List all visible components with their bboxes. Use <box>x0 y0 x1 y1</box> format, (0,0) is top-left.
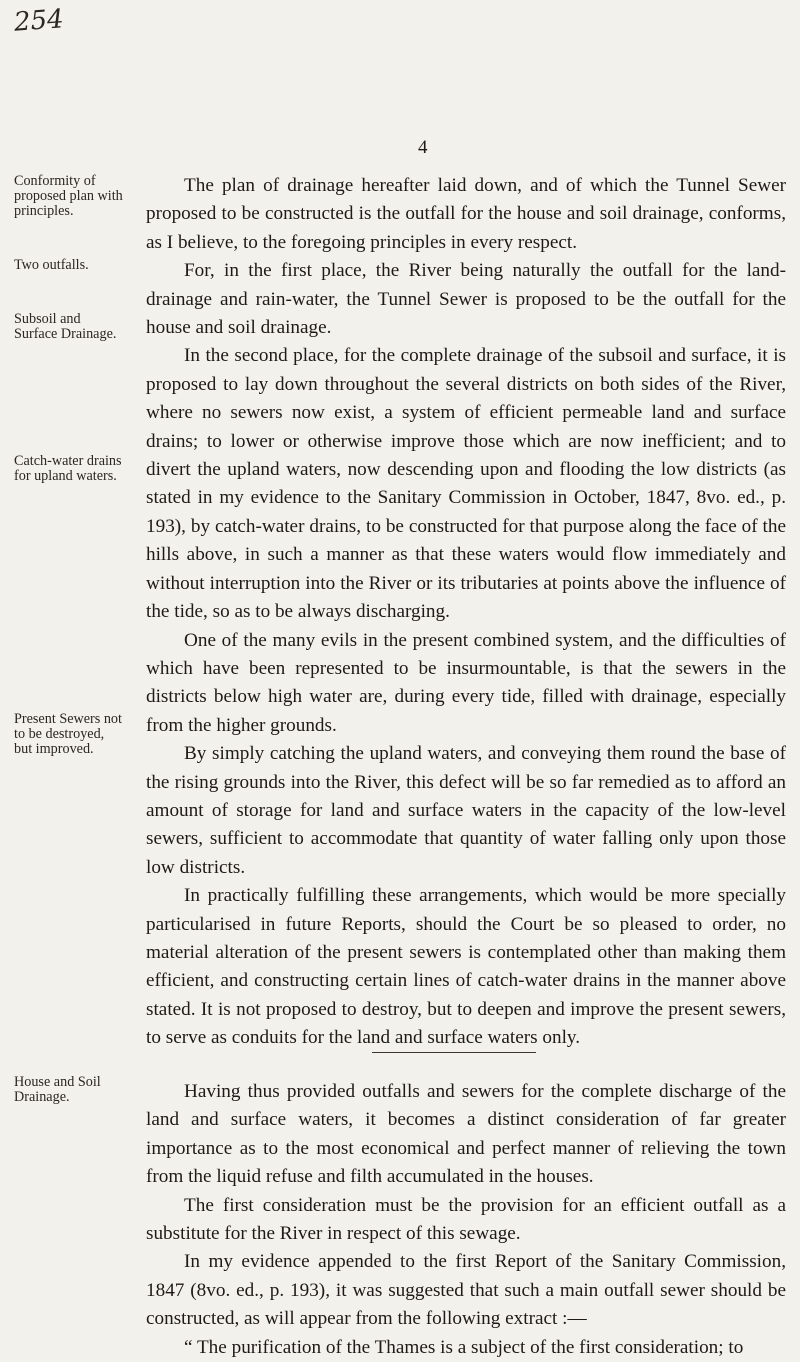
margin-note-present-sewers: Present Sewers not to be destroyed, but improved. <box>14 711 122 757</box>
paragraph: In practically fulfilling these arrangements, which would be more specially particularised in future Reports, should the Court be so pleased to order, no material alteration of the present sewers is contemplated other than making them efficient, and constructing certain lines of catch-water drains in the manner above stated. It is not proposed to destroy, but to deepen and improve the present sewers, to serve as conduits for the land and surface waters only. <box>146 885 786 1049</box>
paragraph: In the second place, for the complete drainage of the subsoil and surface, it is proposed to lay down throughout the several districts on both sides of the River, where no sewers now exist, a system of efficient permeable land and surface drains; to lower or otherwise improve those which are now inefficient; and to divert the upland waters, now descending upon and flooding the low districts (as stated in my evidence to the Sanitary Commission in October, 1847, 8vo. ed., p. 193), by catch-water drains, to be constructed for that purpose along the face of the hills above, in such a manner as that these waters would flow immediately and without interruption into the River or its tributaries at points above the influence of the tide, so as to be always discharging. <box>146 345 786 623</box>
paragraph: The plan of drainage hereafter laid down, and of which the Tunnel Sewer proposed to be constructed is the outfall for the house and soil drainage, conforms, as I believe, to the foregoing principles in every respect. <box>146 175 786 253</box>
paragraph: Having thus provided outfalls and sewers for the complete discharge of the land and surface waters, it becomes a distinct consideration of far greater importance as to the most economical and perfect manner of relieving the town from the liquid refuse and filth accumulated in the houses. <box>146 1081 786 1188</box>
body-section-house-drainage <box>146 1078 786 1362</box>
margin-note-conformity: Conformity of proposed plan with principles. <box>14 173 123 219</box>
paragraph: The first consideration must be the provision for an efficient outfall as a substitute for the River in respect of this sewage. <box>146 1194 786 1245</box>
margin-note-catch-water: Catch-water drains for upland waters. <box>14 453 122 484</box>
paragraph: “ The purification of the Thames is a subject of the first consideration; to <box>184 1336 744 1358</box>
margin-note-two-outfalls: Two outfalls. <box>14 257 89 273</box>
paragraph: One of the many evils in the present combined system, and the difficulties of which have been represented to be insurmountable, is that the sewers in the districts below high water are, during every tide, filled with drainage, especially from the higher grounds. <box>146 629 786 736</box>
margin-note-house-soil: House and Soil Drainage. <box>14 1074 101 1105</box>
page-number: 4 <box>418 137 428 158</box>
section-divider <box>372 1052 536 1053</box>
manuscript-page-mark: 254 <box>13 4 65 38</box>
paragraph: In my evidence appended to the first Report of the Sanitary Commission, 1847 (8vo. ed., p. 193), it was suggested that such a main outfall sewer should be constructed, as will appear from the following extract :— <box>146 1251 786 1330</box>
body-section-drainage-plan <box>146 172 786 1053</box>
margin-note-subsoil: Subsoil and Surface Drainage. <box>14 311 117 342</box>
paragraph: For, in the first place, the River being naturally the outfall for the land-drainage and rain-water, the Tunnel Sewer is proposed to be the outfall for the house and soil drainage. <box>146 260 786 339</box>
paragraph: By simply catching the upland waters, and conveying them round the base of the rising grounds into the River, this defect will be so far remedied as to afford an amount of storage for land and surface waters in the capacity of the low-level sewers, sufficient to accommodate that quantity of water falling only upon those low districts. <box>146 743 786 878</box>
